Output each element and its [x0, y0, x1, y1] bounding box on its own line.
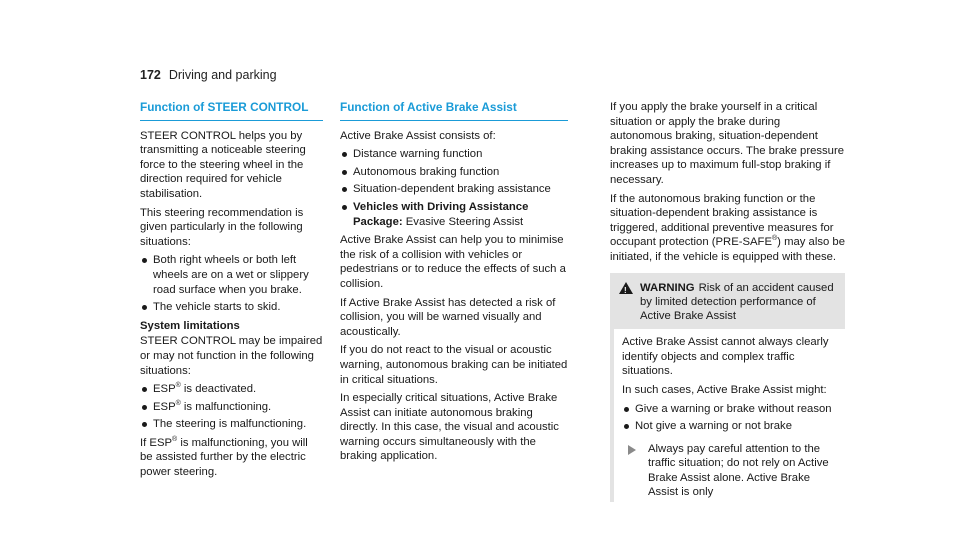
page-header [140, 68, 277, 82]
warning-header [610, 273, 845, 330]
esp-term: ESP [153, 400, 176, 413]
list-item: Not give a warning or not brake [622, 419, 839, 434]
package-label: Vehicles with Driving Assistance Package: [353, 200, 529, 228]
aba-paragraph: In especially critical situations, Active Brake Assist can initiate autonomous braking directly. In this case, the visual and acoustic warning occurs simultaneously with the braking application. [340, 392, 559, 463]
presafe-paragraph [610, 192, 845, 265]
aba-components-list [340, 147, 568, 229]
esp-term: ESP [153, 383, 176, 396]
list-item: Situation-dependent braking assistance [340, 182, 568, 197]
list-item [140, 400, 323, 415]
heading-steer-control: Function of STEER CONTROL [140, 100, 323, 121]
esp-term: ESP [149, 436, 173, 449]
warning-body [610, 329, 845, 502]
column-braking-assistance [610, 100, 845, 502]
list-item: Both right wheels or both left wheels are on a wet or slippery road surface when you brake. [140, 253, 323, 297]
page-number: 172 [140, 68, 161, 82]
limit-text: is deactivated. [180, 383, 257, 396]
steer-situations-list [140, 253, 323, 314]
limit-text: is malfunctioning. [180, 400, 272, 413]
evasive-steering: Evasive Steering Assist [402, 215, 524, 228]
aba-paragraph: If you do not react to the visual or acoustic warning, autonomous braking can be initiated in critical situations. [340, 344, 568, 386]
registered-mark: ® [175, 382, 181, 390]
list-item: The vehicle starts to skid. [140, 300, 323, 315]
aba-paragraph: Active Brake Assist can help you to minimise the risk of a collision with vehicles or pedestrians or to reduce the effects of such a collision. [340, 234, 566, 290]
registered-mark: ® [175, 399, 181, 407]
aba-intro: Active Brake Assist consists of: [340, 129, 496, 142]
registered-mark: ® [772, 235, 778, 243]
presafe-post: ) may also be initiated, if the vehicle is equipped with these. [610, 236, 845, 263]
warning-text: Active Brake Assist cannot always clearly identify objects and complex traffic situations. [622, 336, 829, 378]
presafe-pre: If the autonomous braking function or the situation-dependent braking assistance is triggered, additional preventive measures for occupant protection (PRE-SAFE [610, 192, 834, 249]
system-limitations-title: System limitations [140, 319, 240, 332]
warning-box [610, 273, 845, 503]
heading-active-brake-assist: Function of Active Brake Assist [340, 100, 568, 121]
footer-post: is malfunctioning, you will be assisted further by the electric power steering. [140, 436, 308, 479]
section-title: Driving and parking [168, 68, 277, 82]
list-item: The steering is malfunctioning. [140, 417, 323, 432]
steer-intro: STEER CONTROL helps you by transmitting a noticeable steering force to the steering wheel in the direction required for vehicle stabilisation. [140, 129, 306, 200]
braking-paragraph: If you apply the brake yourself in a critical situation or apply the brake during autonomous braking, situation-dependent braking assistance occurs. The brake pressure increases up to maximum full-stop braking if necessary. [610, 101, 845, 186]
action-step [622, 442, 839, 500]
esp-footer [140, 436, 323, 480]
list-item [340, 200, 568, 229]
footer-pre: If [140, 436, 150, 449]
warning-triangle-icon [619, 282, 633, 294]
warning-list [622, 402, 839, 434]
action-arrow-icon [628, 445, 636, 455]
steer-recommendation: This steering recommendation is given particularly in the following situations: [140, 206, 304, 248]
warning-label: WARNING [640, 281, 695, 294]
limits-list [140, 382, 323, 432]
column-steer-control [140, 100, 323, 484]
aba-paragraph: If Active Brake Assist has detected a risk of collision, you will be warned visually and acoustically. [340, 296, 556, 338]
warning-text: In such cases, Active Brake Assist might: [622, 383, 827, 396]
list-item: Autonomous braking function [340, 165, 568, 180]
list-item: Distance warning function [340, 147, 568, 162]
list-item [140, 382, 323, 397]
action-text: Always pay careful attention to the traffic situation; do not rely on Active Brake Assist alone. Active Brake Assist is only [648, 442, 829, 499]
registered-mark: ® [172, 436, 178, 444]
list-item: Give a warning or brake without reason [622, 402, 839, 417]
limits-intro: STEER CONTROL may be impaired or may not function in the following situations: [140, 335, 323, 377]
warning-title: Risk of an accident caused by limited detection performance of Active Brake Assist [640, 281, 834, 322]
column-active-brake-assist [340, 100, 568, 468]
